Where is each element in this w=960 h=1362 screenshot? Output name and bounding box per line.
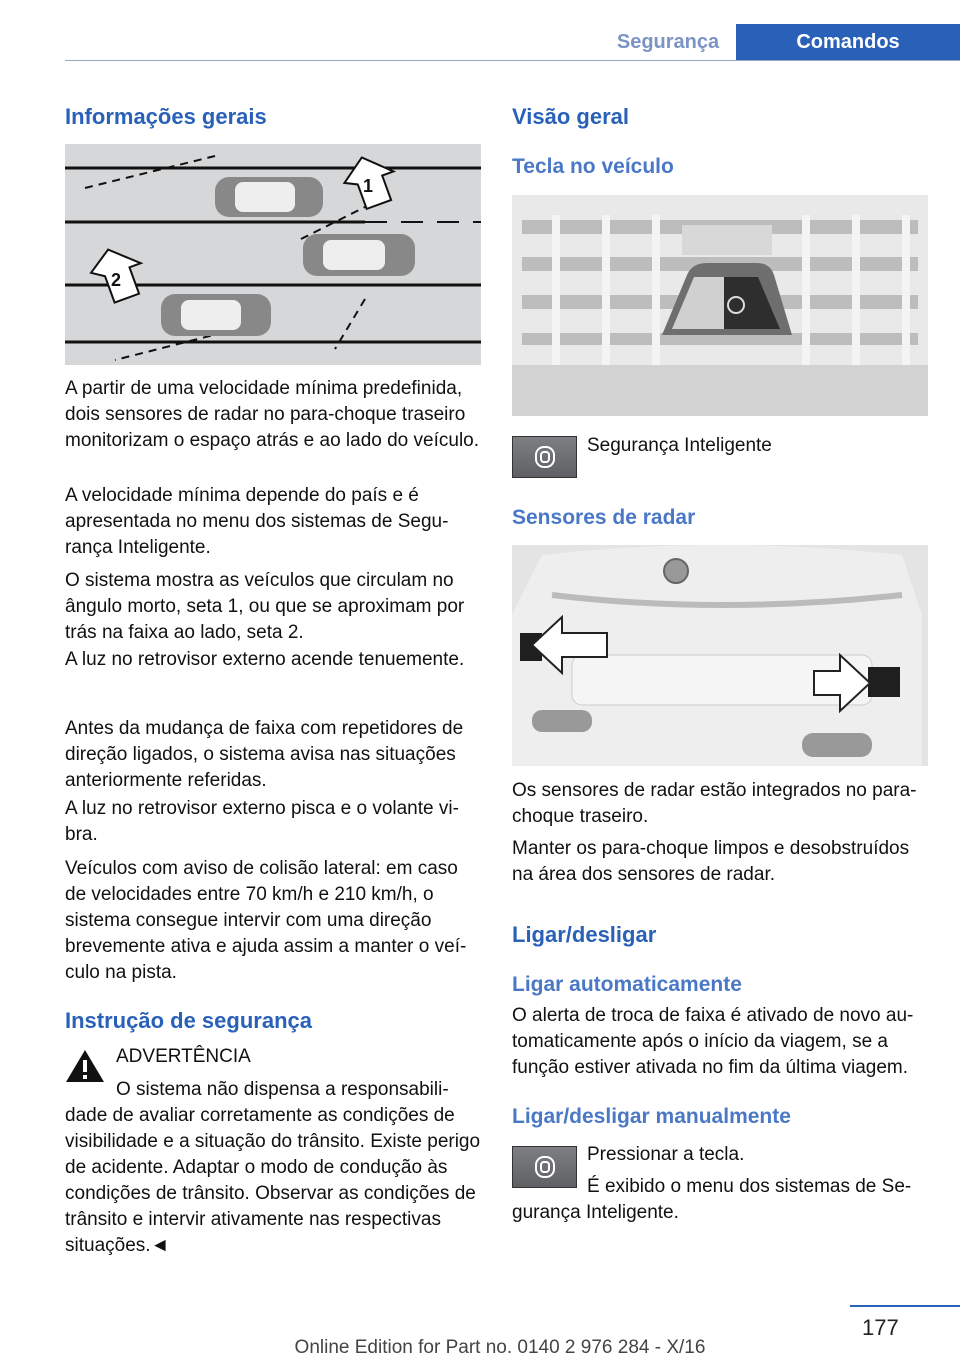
heading-ligar-desligar: Ligar/desligar bbox=[512, 922, 657, 947]
paragraph-press-key: Pressionar a tecla. bbox=[587, 1144, 745, 1165]
paragraph-lane-change: Antes da mudança de faixa com repetidores de direção ligados, o sistema avisa nas situações anteriormente referidas. bbox=[65, 718, 464, 791]
heading-instrucao-seguranca: Instrução de segurança bbox=[65, 1008, 312, 1033]
button-caption: Segurança Inteligente bbox=[587, 435, 772, 456]
paragraph-display: O sistema mostra as veículos que circulam no ângulo morto, seta 1, ou que se aproximam por trás na faixa ao lado, seta 2. bbox=[65, 570, 465, 643]
blind-spot-diagram-svg bbox=[65, 144, 481, 365]
heading-visao-geral: Visão geral bbox=[512, 104, 629, 129]
subheading-sensores-radar: Sensores de radar bbox=[512, 506, 696, 529]
console-photo-svg bbox=[512, 195, 928, 416]
paragraph-side-collision: Veículos com aviso de colisão lateral: em caso de velocidades entre 70 km/h e 210 km/h, o sistema consegue intervir com uma direção brevemente ativa e ajuda assim a manter o veículo na pista. bbox=[65, 858, 467, 983]
car-middle bbox=[303, 234, 415, 276]
header-rule bbox=[65, 60, 960, 61]
paragraph-sensors-integrated: Os sensores de radar estão integrados no para-choque traseiro. bbox=[512, 780, 917, 827]
arrow-1-label: 1 bbox=[363, 176, 374, 196]
heading-informacoes-gerais: Informações gerais bbox=[65, 104, 267, 129]
footer-edition: Online Edition for Part no. 0140 2 976 284 - X/16 bbox=[294, 1337, 706, 1358]
safety-button-icon-2 bbox=[512, 1146, 577, 1188]
paragraph-intro: A partir de uma velocidade mínima predefinida, dois sensores de radar no para-choque traseiro monitorizam o espaço atrás e ao lado do veículo. bbox=[65, 378, 480, 451]
footer-rule bbox=[850, 1305, 960, 1307]
warning-title: ADVERTÊNCIA bbox=[116, 1046, 251, 1067]
paragraph-mirror-light: A luz no retrovisor externo acende tenuemente. bbox=[65, 649, 465, 670]
blind-spot-diagram bbox=[65, 144, 481, 365]
page-number: 177 bbox=[862, 1315, 899, 1340]
subheading-tecla-veiculo: Tecla no veículo bbox=[512, 155, 674, 178]
subheading-ligar-manual: Ligar/desligar manualmente bbox=[512, 1105, 791, 1128]
paragraph-min-speed: A velocidade mínima depende do país e é apresentada no menu dos sistemas de Segurança Inteligente. bbox=[65, 485, 449, 558]
subheading-ligar-automaticamente: Ligar automaticamente bbox=[512, 973, 742, 996]
paragraph-auto-on: O alerta de troca de faixa é ativado de novo automaticamente após o início da viagem, se a função estiver ativada no fim da última viagem. bbox=[512, 1005, 914, 1078]
car-top bbox=[215, 177, 323, 217]
car-bottom bbox=[161, 294, 271, 336]
paragraph-mirror-blink: A luz no retrovisor externo pisca e o volante vibra. bbox=[65, 798, 459, 845]
bumper-photo-svg bbox=[512, 545, 928, 766]
warning-body: dade de avaliar corretamente as condições de visibilidade e a situação do trânsito. Existe perigo de acidente. Adaptar o modo de condução às condições de trânsito. Observar as condições de trânsito e intervir ativamente nas respectivas situações.◄ bbox=[65, 1105, 481, 1256]
warning-first-line: O sistema não dispensa a responsabili- bbox=[116, 1079, 449, 1100]
rear-bumper-photo bbox=[512, 545, 928, 766]
warning-icon bbox=[65, 1048, 105, 1084]
safety-button-icon bbox=[512, 436, 577, 478]
arrow-2-label: 2 bbox=[111, 270, 122, 290]
paragraph-keep-clean: Manter os para-choque limpos e desobstruídos na área dos sensores de radar. bbox=[512, 838, 910, 885]
header-tab-seguranca[interactable]: Segurança bbox=[616, 30, 720, 53]
console-button-photo bbox=[512, 195, 928, 416]
paragraph-menu-shown-rest: gurança Inteligente. bbox=[512, 1202, 679, 1223]
header-tab-comandos[interactable]: Comandos bbox=[736, 24, 960, 60]
paragraph-menu-shown-first: É exibido o menu dos sistemas de Se- bbox=[587, 1176, 912, 1197]
